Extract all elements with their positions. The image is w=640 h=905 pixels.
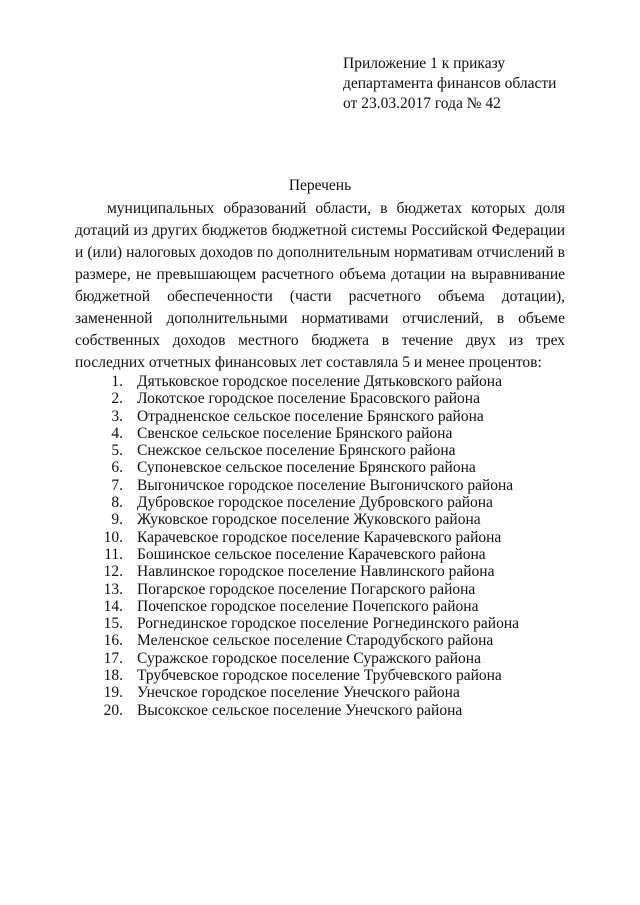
document-title: Перечень [288,177,352,194]
list-item-name: Снежское сельское поселение Брянского района [137,442,456,460]
list-item [75,684,565,701]
list-item-number: 9. [111,511,123,529]
list-item-name: Погарское городское поселение Погарского района [137,580,476,598]
list-item-name: Рогнединское городское поселение Рогнединского района [137,615,520,633]
list-item-name: Супоневское сельское поселение Брянского района [137,459,476,477]
appendix-header [343,54,556,114]
list-item-number: 16. [103,632,123,650]
municipality-list [75,373,565,719]
appendix-line-2: департамента финансов области [343,75,557,92]
list-item [75,390,565,407]
list-item-name: Унечское городское поселение Унечского района [137,684,460,702]
list-item-number: 15. [103,615,123,633]
list-item-number: 20. [103,701,123,719]
list-item-number: 11. [104,545,123,563]
list-item-number: 6. [111,459,123,477]
list-item [75,477,565,494]
list-item-name: Дятьковское городское поселение Дятьковского района [137,373,502,390]
list-item-name: Дубровское городское поселение Дубровского района [137,494,493,512]
list-item-number: 2. [111,390,123,408]
list-item [75,408,565,425]
list-item [75,702,565,719]
list-item-name: Жуковское городское поселение Жуковского района [137,511,481,529]
appendix-line-1: Приложение 1 к приказу [343,55,506,72]
list-item-name: Навлинское городское поселение Навлинского района [137,563,495,581]
list-item-name: Локотское городское поселение Брасовского района [137,390,480,408]
appendix-line-3: от 23.03.2017 года № 42 [343,95,501,112]
list-item-number: 14. [103,597,123,615]
list-item [75,373,565,390]
list-item-name: Высокское сельское поселение Унечского района [137,701,463,719]
list-item [75,615,565,632]
list-item-number: 18. [103,667,123,685]
list-item-number: 1. [111,373,123,390]
list-item-number: 12. [103,563,123,581]
list-item-name: Карачевское городское поселение Карачевского района [137,528,502,546]
list-item-number: 13. [103,580,123,598]
list-item-name: Трубчевское городское поселение Трубчевского района [137,667,502,685]
list-item [75,581,565,598]
list-item [75,494,565,511]
list-item-name: Суражское городское поселение Суражского района [137,649,481,667]
list-item-number: 8. [111,494,123,512]
list-item-number: 17. [103,649,123,667]
list-item [75,650,565,667]
list-item-name: Выгоничское городское поселение Выгоничского района [137,476,514,494]
list-item [75,563,565,580]
list-item-number: 7. [111,476,123,494]
list-item-name: Отрадненское сельское поселение Брянского района [137,407,484,425]
list-item [75,598,565,615]
list-item [75,632,565,649]
list-item-name: Свенское сельское поселение Брянского района [137,424,453,442]
list-item [75,529,565,546]
list-item [75,667,565,684]
list-item-number: 19. [103,684,123,702]
list-item-number: 5. [111,442,123,460]
list-item-name: Бошинское сельское поселение Карачевского района [137,545,486,563]
list-item [75,511,565,528]
list-item-number: 10. [103,528,123,546]
list-item-name: Почепское городское поселение Почепского района [137,597,479,615]
list-item [75,459,565,476]
list-item-number: 3. [111,407,123,425]
list-item [75,546,565,563]
document-body-paragraph: муниципальных образований области, в бюджетах которых доля дотаций из других бюджетов бюджетной системы Российской Федерации и (или) налоговых доходов по дополнительным нормативам отчислений в размере, не превышающем расчетного объема дотации на выравнивание бюджетной обеспеченности (части расчетного объема дотации), замененной дополнительными нормативами отчислений, в объеме собственных доходов местного бюджета в течение двух из трех последних отчетных финансовых лет составляла 5 и менее процентов: [75,200,565,371]
list-item [75,442,565,459]
list-item-number: 4. [111,424,123,442]
list-item [75,425,565,442]
list-item-name: Меленское сельское поселение Стародубского района [137,632,494,650]
